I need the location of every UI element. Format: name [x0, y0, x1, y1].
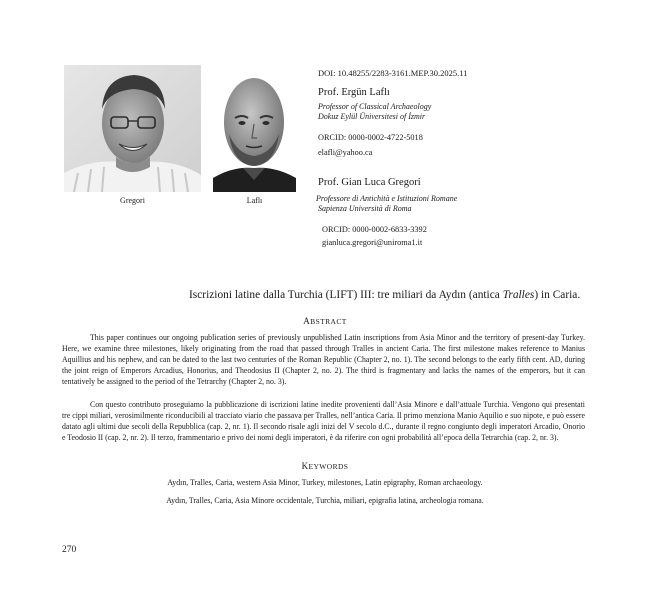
doi: DOI: 10.48255/2283-3161.MEP.30.2025.11: [318, 68, 468, 78]
author-2-name: Prof. Gian Luca Gregori: [318, 177, 421, 188]
abstract-heading-initial: A: [303, 316, 311, 326]
keywords-italian: Aydın, Tralles, Caria, Asia Minore occidentale, Turchia, miliari, epigrafia latina, archeologia romana.: [166, 496, 484, 505]
article-title-italic: Tralles: [502, 289, 535, 301]
page-number: 270: [62, 545, 77, 555]
abstract-italian: Con questo contributo proseguiamo la pubblicazione di iscrizioni latine inedite provenienti dall’Asia Minore e dall’attuale Turchia. Vengono qui presentati tre cippi miliari, verosimilmente riconducibili al tracciato viario che passava per Tralles, nell’antica Caria. Il primo menziona Manio Aquilio e suo nipote, e può essere datato agli ultimi due secoli della Repubblica (cap. 2, nr. 1). Il secondo risale agli inizi del V secolo d.C., durante il regno congiunto degli imperatori Arcadio, Onorio e Teodosio II (cap. 2, nr. 2). Il terzo, frammentario e privo dei nomi degli imperatori, è da riferire con ogni probabilità all’epoca della Tetrarchia (cap. 2, nr. 3).: [62, 400, 585, 442]
article-title-end: ) in Caria.: [534, 289, 581, 301]
photo-lafli: [213, 72, 296, 192]
author-1-orcid: ORCID: 0000-0002-4722-5018: [318, 133, 423, 142]
abstract-heading: [0, 316, 650, 326]
author-1-name: Prof. Ergün Laflı: [318, 87, 390, 98]
author-2-affiliation: Sapienza Università di Roma: [318, 204, 412, 213]
abstract-heading-rest: BSTRACT: [310, 317, 347, 326]
author-2-orcid: ORCID: 0000-0002-6833-3392: [322, 225, 427, 234]
caption-lafli: Laflı: [246, 196, 263, 205]
author-1-role: Professor of Classical Archaeology: [318, 102, 432, 111]
abstract-english: This paper continues our ongoing publication series of previously unpublished Latin inscriptions from Asia Minor and the territory of present-day Turkey. Here, we examine three milestones, likely originating from the road that passed through Tralles in ancient Caria. The first milestone makes reference to Manius Aquillius and his nephew, and can be dated to the last two centuries of the Roman Republic (Chapter 2, no. 1). The second belongs to the early fifth cent. AD, during the joint reign of Emperors Arcadius, Honorius, and Theodosius II (Chapter 2, no. 2). The third is fragmentary and lacks the names of the emperors, but it can tentatively be assigned to the period of the Tetrarchy (Chapter 2, no. 3).: [62, 333, 585, 386]
photo-gregori: [64, 65, 201, 192]
caption-gregori: Gregori: [120, 196, 145, 205]
keywords-heading-rest: EYWORDS: [308, 462, 349, 471]
keywords-heading: [0, 461, 650, 471]
keywords-heading-initial: K: [301, 461, 309, 471]
author-2-role: Professore di Antichità e Istituzioni Romane: [316, 194, 458, 203]
author-2-email[interactable]: gianluca.gregori@uniroma1.it: [322, 238, 423, 247]
author-1-email[interactable]: elafli@yahoo.ca: [318, 148, 373, 157]
author-1-affiliation: Dokuz Eylül Üniversitesi of İzmir: [318, 112, 426, 121]
article-title-main: Iscrizioni latine dalla Turchia (LIFT) III: tre miliari da Aydın (antica: [189, 289, 503, 301]
keywords-english: Aydın, Tralles, Caria, western Asia Minor, Turkey, milestones, Latin epigraphy, Roman archaeology.: [167, 478, 483, 487]
article-title: [189, 289, 580, 301]
